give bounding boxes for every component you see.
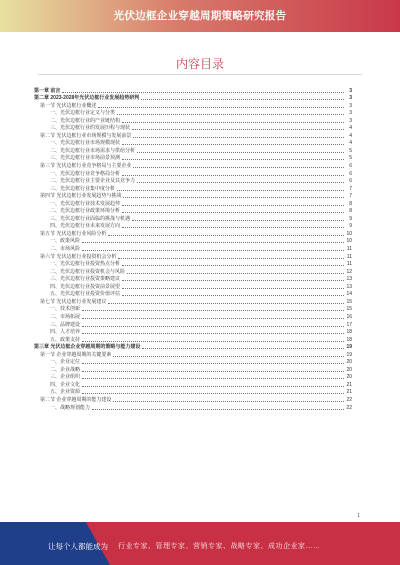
toc-leader-dots xyxy=(82,363,344,364)
toc-entry-page: 10 xyxy=(346,238,352,245)
toc-leader-dots xyxy=(122,205,344,206)
toc-entry-title: 三、光伏边框行业集中度分析 xyxy=(50,185,116,192)
toc-entry-page: 3 xyxy=(349,102,352,109)
toc-entry-page: 10 xyxy=(346,230,352,237)
toc-entry[interactable] xyxy=(34,260,352,268)
toc-leader-dots xyxy=(122,288,344,289)
toc-entry-title: 五、政策支持 xyxy=(50,336,81,343)
toc-entry-page: 9 xyxy=(349,215,352,222)
toc-entry-title: 第二章 2023-2028年光伏边框行业发展趋势研判 xyxy=(34,95,140,102)
toc-entry[interactable] xyxy=(34,335,352,343)
toc-entry-title: 一、光伏边框行业定义与分类 xyxy=(50,110,116,117)
toc-leader-dots xyxy=(82,326,344,327)
toc-entry[interactable] xyxy=(34,199,352,207)
toc-entry-title: 二、市场风险 xyxy=(50,246,81,253)
toc-leader-dots xyxy=(133,137,344,138)
toc-leader-dots xyxy=(142,348,344,349)
toc-entry-page: 11 xyxy=(346,261,352,268)
toc-entry[interactable] xyxy=(34,282,352,290)
toc-entry-title: 一、企业定位 xyxy=(50,359,81,366)
toc-entry-title: 三、光伏边框行业面临的挑战与机遇 xyxy=(50,215,131,222)
toc-entry[interactable] xyxy=(34,237,352,245)
toc-entry-page: 21 xyxy=(346,389,352,396)
toc-entry-page: 19 xyxy=(346,351,352,358)
toc-entry-page: 4 xyxy=(349,132,352,139)
toc-entry-page: 16 xyxy=(346,313,352,320)
toc-entry-title: 二、光伏边框行业投资机会与风险 xyxy=(50,268,126,275)
toc-leader-dots xyxy=(137,182,344,183)
toc-leader-dots xyxy=(113,401,344,402)
toc-leader-dots xyxy=(122,265,344,266)
toc-entry-page: 18 xyxy=(346,329,352,336)
toc-entry-page: 3 xyxy=(349,95,352,102)
toc-leader-dots xyxy=(122,280,344,281)
toc-leader-dots xyxy=(82,318,344,319)
toc-entry[interactable] xyxy=(34,403,352,411)
heading-divider xyxy=(38,74,362,75)
toc-entry-title: 二、光伏边框行业市场需求与供给分析 xyxy=(50,147,136,154)
toc-entry-page: 21 xyxy=(346,381,352,388)
toc-entry-page: 22 xyxy=(346,396,352,403)
toc-leader-dots xyxy=(122,227,344,228)
toc-entry[interactable] xyxy=(34,184,352,192)
toc-entry[interactable] xyxy=(34,161,352,169)
toc-entry-title: 第七节 光伏边框行业发展建议 xyxy=(40,298,107,305)
toc-entry[interactable] xyxy=(34,109,352,117)
toc-entry[interactable] xyxy=(34,252,352,260)
toc-leader-dots xyxy=(141,99,344,100)
toc-entry-page: 4 xyxy=(349,125,352,132)
toc-entry[interactable] xyxy=(34,222,352,230)
toc-entry[interactable] xyxy=(34,146,352,154)
toc-entry-title: 五、光伏边框行业投资价值评估 xyxy=(50,291,121,298)
toc-leader-dots xyxy=(82,242,344,243)
toc-leader-dots xyxy=(122,144,344,145)
toc-leader-dots xyxy=(132,220,344,221)
toc-entry[interactable] xyxy=(34,380,352,388)
toc-entry[interactable] xyxy=(34,169,352,177)
toc-entry[interactable] xyxy=(34,86,352,94)
footer-tagline: 行业专家、管理专家、营销专家、战略专家、成功企业家…… xyxy=(118,543,321,550)
toc-leader-dots xyxy=(118,258,344,259)
toc-entry[interactable] xyxy=(34,388,352,396)
toc-leader-dots xyxy=(113,356,344,357)
toc-entry-title: 第一节 光伏边框行业概述 xyxy=(40,102,97,109)
toc-entry-title: 第二节 企业穿越周期的能力建设 xyxy=(40,396,112,403)
toc-entry[interactable] xyxy=(34,297,352,305)
toc-entry[interactable] xyxy=(34,192,352,200)
toc-entry-title: 四、企业文化 xyxy=(50,381,81,388)
toc-entry-page: 3 xyxy=(349,110,352,117)
page-number: 1 xyxy=(357,513,360,519)
toc-entry-page: 8 xyxy=(349,200,352,207)
toc-entry-page: 6 xyxy=(349,163,352,170)
toc-entry-page: 4 xyxy=(349,140,352,147)
toc-entry-title: 四、光伏边框行业未来发展方向 xyxy=(50,223,121,230)
toc-entry[interactable] xyxy=(34,365,352,373)
toc-entry-page: 5 xyxy=(349,147,352,154)
toc-entry[interactable] xyxy=(34,214,352,222)
toc-entry[interactable] xyxy=(34,124,352,132)
toc-entry-page: 20 xyxy=(346,359,352,366)
table-of-contents xyxy=(34,86,352,411)
toc-leader-dots xyxy=(82,378,344,379)
toc-entry-title: 第一章 前言 xyxy=(34,87,61,94)
toc-leader-dots xyxy=(92,409,344,410)
toc-entry-page: 9 xyxy=(349,223,352,230)
toc-leader-dots xyxy=(117,114,344,115)
toc-entry-title: 二、光伏边框行业主要企业及其竞争力 xyxy=(50,178,136,185)
toc-entry-title: 一、政策风险 xyxy=(50,238,81,245)
toc-entry-title: 一、光伏边框行业技术发展趋势 xyxy=(50,200,121,207)
toc-leader-dots xyxy=(82,341,344,342)
toc-entry-title: 第三节 光伏边框行业竞争格局与主要企业 xyxy=(40,163,132,170)
toc-entry-title: 四、光伏边框行业投资前景展望 xyxy=(50,283,121,290)
toc-entry-page: 8 xyxy=(349,208,352,215)
toc-leader-dots xyxy=(122,212,344,213)
toc-entry-title: 一、战略规划能力 xyxy=(50,404,91,411)
toc-entry-page: 3 xyxy=(349,117,352,124)
toc-leader-dots xyxy=(98,107,344,108)
toc-leader-dots xyxy=(123,197,344,198)
toc-leader-dots xyxy=(122,122,344,123)
toc-entry-page: 13 xyxy=(346,283,352,290)
toc-entry-page: 20 xyxy=(346,366,352,373)
toc-entry[interactable] xyxy=(34,320,352,328)
toc-entry-title: 第六节 光伏边框行业投资机会分析 xyxy=(40,253,117,260)
toc-entry-page: 13 xyxy=(346,276,352,283)
toc-entry[interactable] xyxy=(34,154,352,162)
toc-leader-dots xyxy=(82,393,344,394)
report-title: 光伏边框企业穿越周期策略研究报告 xyxy=(113,10,287,22)
toc-entry[interactable] xyxy=(34,328,352,336)
toc-entry[interactable] xyxy=(34,343,352,351)
toc-entry-page: 19 xyxy=(346,344,352,351)
toc-entry-page: 6 xyxy=(349,170,352,177)
toc-entry-page: 17 xyxy=(346,321,352,328)
toc-entry[interactable] xyxy=(34,305,352,313)
toc-leader-dots xyxy=(82,250,344,251)
toc-leader-dots xyxy=(133,167,344,168)
toc-entry-title: 三、光伏边框行业的发展历程与现状 xyxy=(50,125,131,132)
toc-entry-title: 一、技术创新 xyxy=(50,306,81,313)
toc-leader-dots xyxy=(82,310,344,311)
toc-entry-page: 7 xyxy=(349,193,352,200)
toc-entry-title: 二、光伏边框行业的产业链结构 xyxy=(50,117,121,124)
toc-entry[interactable] xyxy=(34,290,352,298)
toc-entry[interactable] xyxy=(34,177,352,185)
toc-entry[interactable] xyxy=(34,395,352,403)
toc-entry-page: 5 xyxy=(349,155,352,162)
toc-leader-dots xyxy=(122,295,344,296)
toc-leader-dots xyxy=(122,175,344,176)
toc-entry-page: 20 xyxy=(346,374,352,381)
toc-entry-title: 第三章 光伏边框企业穿越周期的策略与能力建设 xyxy=(34,344,141,351)
toc-entry[interactable] xyxy=(34,229,352,237)
toc-entry-page: 15 xyxy=(346,298,352,305)
toc-entry-title: 五、企业资源 xyxy=(50,389,81,396)
toc-entry-page: 18 xyxy=(346,336,352,343)
toc-entry-page: 12 xyxy=(346,268,352,275)
toc-leader-dots xyxy=(82,386,344,387)
toc-leader-dots xyxy=(117,190,344,191)
toc-entry-page: 7 xyxy=(349,185,352,192)
toc-entry-title: 第四节 光伏边框行业发展趋势与挑战 xyxy=(40,193,122,200)
toc-entry-title: 二、市场拓展 xyxy=(50,313,81,320)
toc-entry[interactable] xyxy=(34,139,352,147)
toc-leader-dots xyxy=(132,129,344,130)
toc-entry-page: 3 xyxy=(349,87,352,94)
toc-entry-page: 14 xyxy=(346,291,352,298)
toc-entry-title: 三、光伏边框行业市场前景预测 xyxy=(50,155,121,162)
toc-entry-title: 一、光伏边框行业竞争格局分析 xyxy=(50,170,121,177)
toc-entry[interactable] xyxy=(34,101,352,109)
toc-heading: 内容目录 xyxy=(175,57,224,71)
toc-entry-page: 11 xyxy=(346,246,352,253)
toc-entry-title: 第五节 光伏边框行业风险分析 xyxy=(40,230,107,237)
toc-entry-title: 二、光伏边框行业政策环境分析 xyxy=(50,208,121,215)
toc-entry[interactable] xyxy=(34,267,352,275)
toc-leader-dots xyxy=(108,235,344,236)
toc-entry-title: 第二节 光伏边框行业市场规模与发展前景 xyxy=(40,132,132,139)
toc-entry[interactable] xyxy=(34,275,352,283)
toc-entry[interactable] xyxy=(34,131,352,139)
toc-leader-dots xyxy=(108,303,344,304)
toc-leader-dots xyxy=(122,159,344,160)
toc-entry[interactable] xyxy=(34,358,352,366)
toc-entry[interactable] xyxy=(34,116,352,124)
toc-entry[interactable] xyxy=(34,207,352,215)
toc-entry[interactable] xyxy=(34,244,352,252)
footer-slogan: 让每个人都能成为 xyxy=(48,542,108,551)
toc-leader-dots xyxy=(127,273,344,274)
toc-entry-title: 四、人才培养 xyxy=(50,329,81,336)
toc-leader-dots xyxy=(82,333,344,334)
toc-entry-page: 15 xyxy=(346,306,352,313)
toc-entry[interactable] xyxy=(34,94,352,102)
toc-entry[interactable] xyxy=(34,312,352,320)
toc-entry-page: 11 xyxy=(346,253,352,260)
toc-entry-title: 一、光伏边框行业投资热点分析 xyxy=(50,261,121,268)
toc-entry-page: 22 xyxy=(346,404,352,411)
toc-entry-page: 6 xyxy=(349,178,352,185)
toc-entry-title: 三、光伏边框行业投资策略建议 xyxy=(50,276,121,283)
toc-entry-title: 二、企业战略 xyxy=(50,366,81,373)
toc-entry-title: 三、品牌建设 xyxy=(50,321,81,328)
toc-entry-title: 一、光伏边框行业市场规模现状 xyxy=(50,140,121,147)
toc-leader-dots xyxy=(137,152,344,153)
toc-leader-dots xyxy=(62,92,344,93)
toc-entry-title: 三、企业组织 xyxy=(50,374,81,381)
toc-entry-title: 第一节 企业穿越周期的关键要素 xyxy=(40,351,112,358)
toc-leader-dots xyxy=(82,371,344,372)
toc-entry[interactable] xyxy=(34,373,352,381)
toc-entry[interactable] xyxy=(34,350,352,358)
